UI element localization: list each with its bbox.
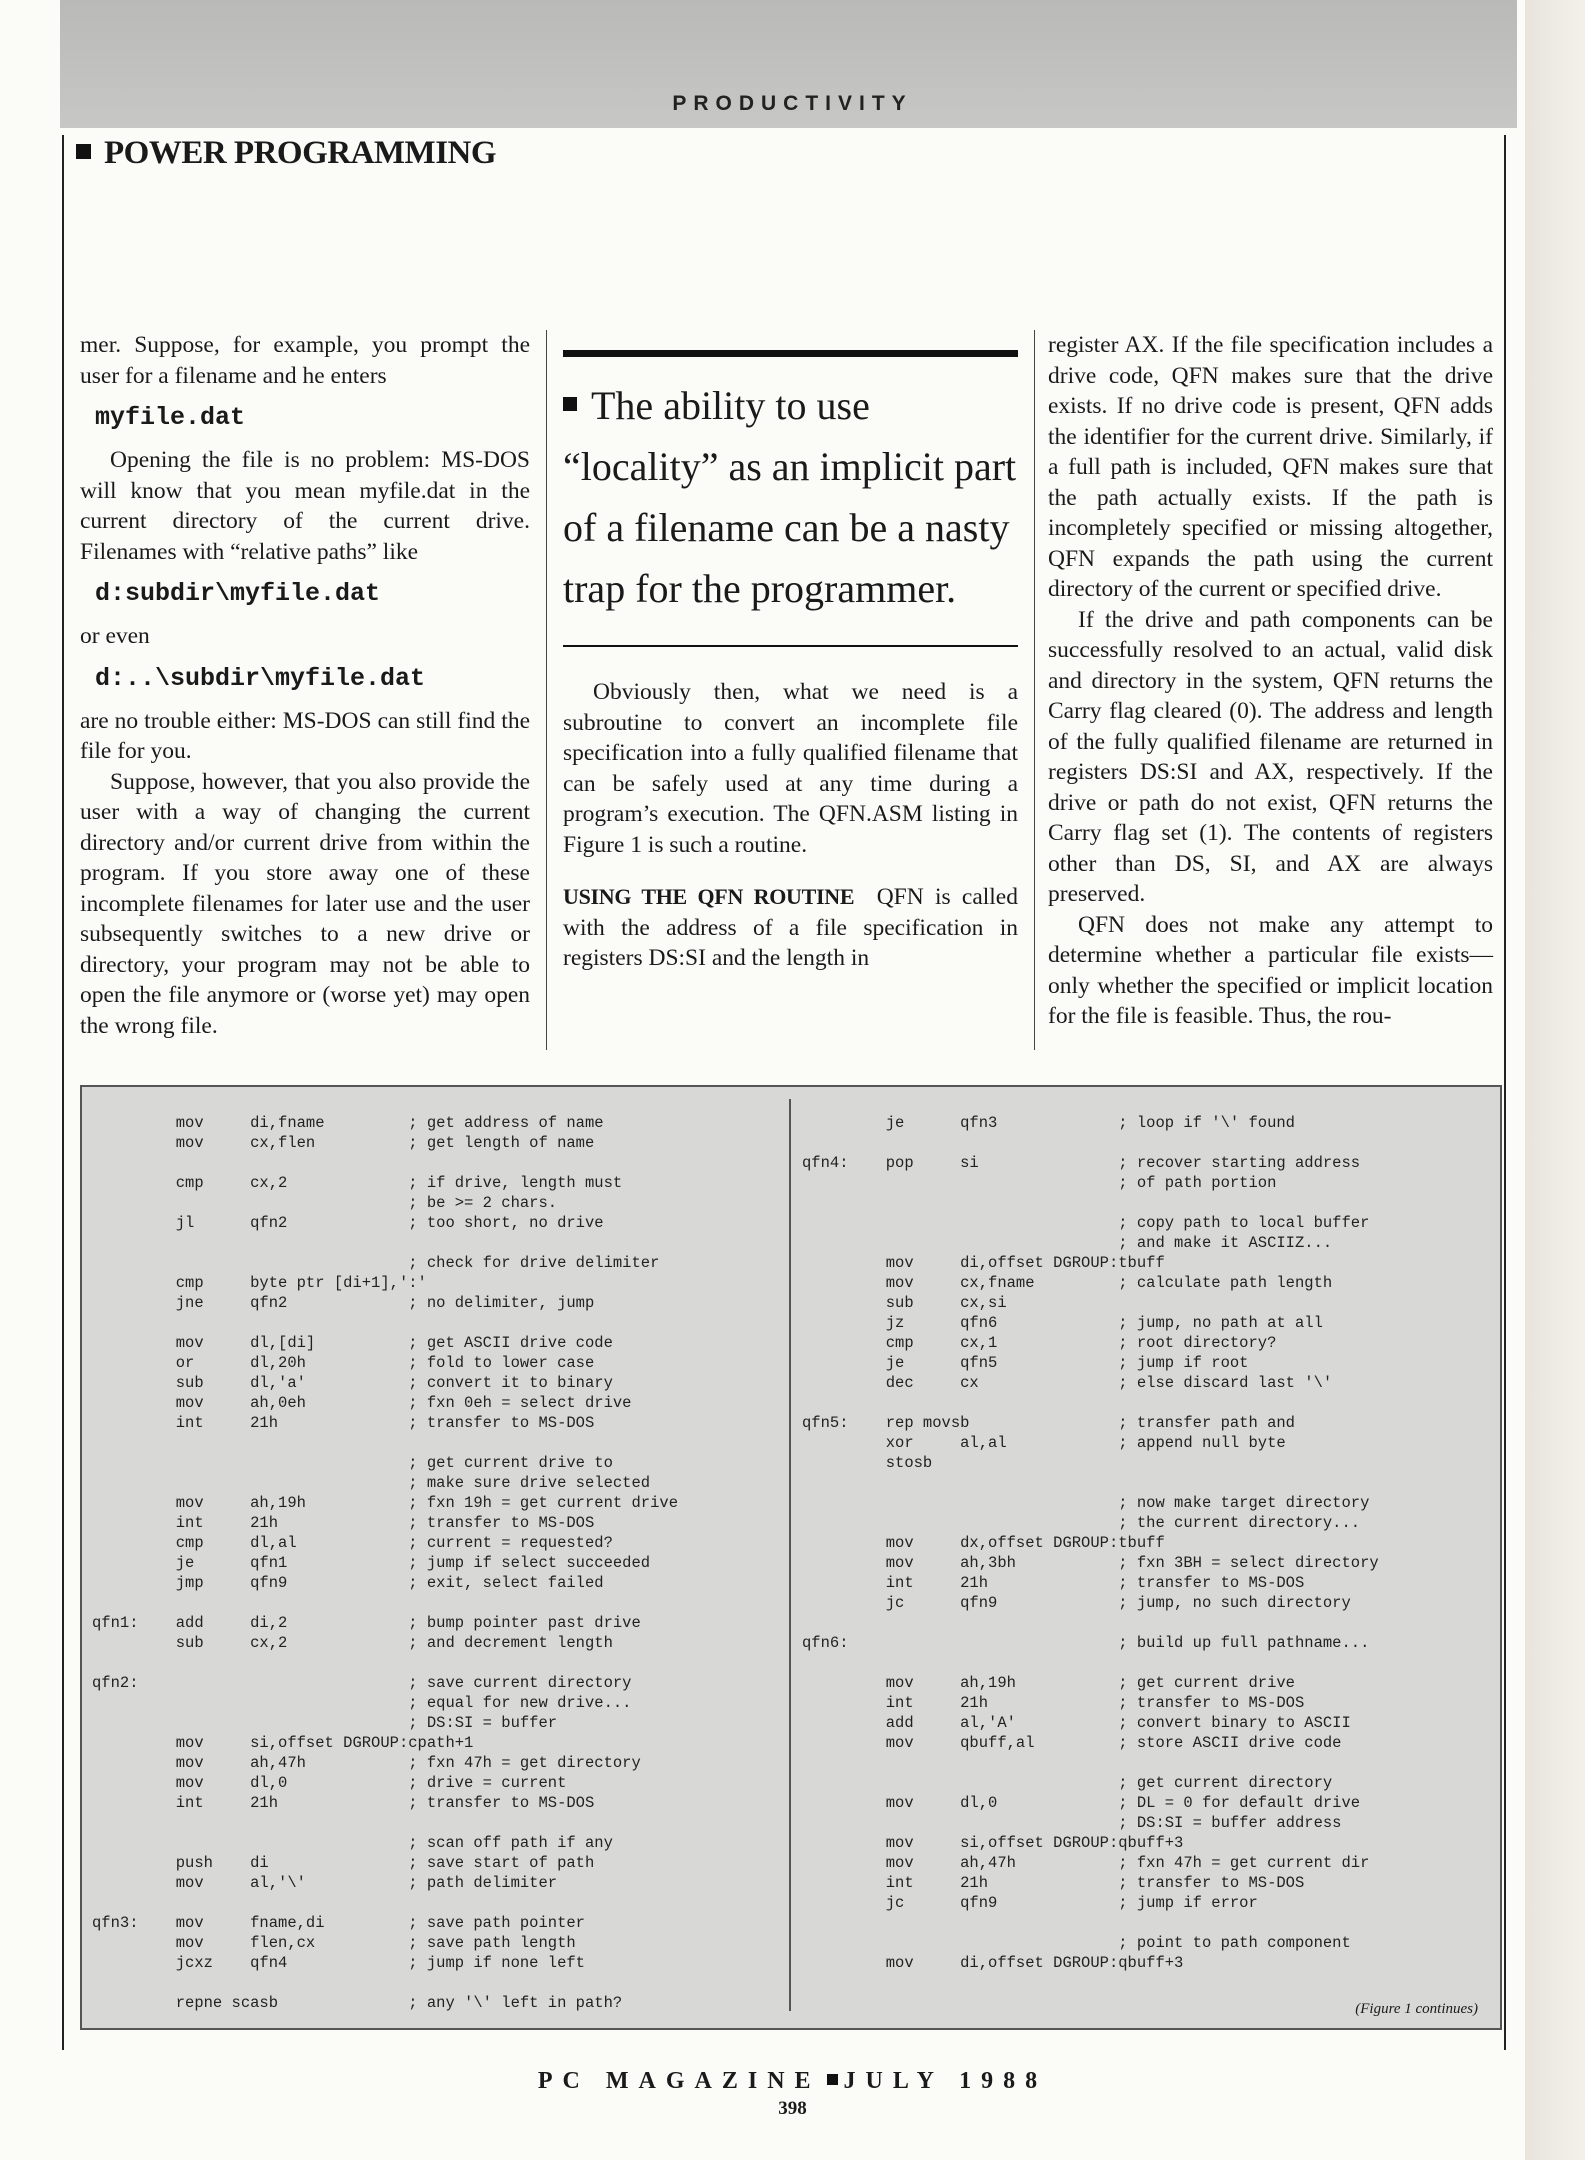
article-column-2	[563, 330, 1018, 974]
paragraph: Suppose, however, that you also provide the user with a way of changing the current directory and/or current drive from within the program. If you store away one of these incomplete filenames for later use and the user subsequently switches to a new drive or directory, your program may not be able to open the file anymore or (worse yet) may open the wrong file.	[80, 768, 530, 1039]
bullet-square-icon	[76, 144, 91, 159]
pullquote-top-rule	[563, 350, 1018, 357]
figure-continues-note: (Figure 1 continues)	[1355, 2001, 1478, 2017]
article-column-1	[80, 330, 530, 1041]
magazine-name: PC MAGAZINE	[537, 2068, 821, 2094]
paragraph	[563, 882, 1018, 974]
department-title	[76, 135, 496, 172]
frame-rule-left	[62, 135, 64, 2050]
paragraph-text: QFN is called with the address of a file specification in registers DS:SI and the length in	[563, 884, 1018, 971]
column-rule	[1034, 330, 1035, 1050]
paragraph: Opening the file is no problem: MS-DOS will know that you mean myfile.dat in the current directory of the current drive. Filenames with “relative paths” like	[80, 447, 530, 565]
paragraph: If the drive and path components can be successfully resolved to an actual, valid disk and directory in the system, QFN returns the Carry flag cleared (0). The address and length of the fully qualified filename are returned in registers DS:SI and AX, respectively. If the drive or path do not exist, QFN returns the Carry flag set (1). The contents of registers other than DS, SI, and AX are always preserved.	[1048, 606, 1493, 907]
paragraph: or even	[80, 623, 150, 649]
code-example: d:..\subdir\myfile.dat	[95, 663, 426, 693]
code-example: myfile.dat	[95, 403, 246, 432]
bullet-square-icon	[563, 397, 577, 411]
pullquote-bottom-rule	[563, 645, 1018, 647]
code-example: d:subdir\myfile.dat	[95, 579, 381, 608]
paragraph: register AX. If the file specification includes a drive code, QFN makes sure that the drive exists. If no drive code is present, QFN adds the identifier for the current drive. Similarly, if a full path is included, QFN makes sure that the path actually exists. If the path is incompletely specified or missing altogether, QFN expands the path using the current directory of the current or specified drive.	[1048, 332, 1493, 602]
paragraph: mer. Suppose, for example, you prompt the user for a filename and he enters	[80, 332, 530, 389]
pull-quote-text: The ability to use “locality” as an implicit part of a filename can be a nasty trap for the programmer.	[563, 383, 1017, 611]
section-label: PRODUCTIVITY	[672, 92, 913, 115]
article-column-3	[1048, 330, 1493, 1032]
issue-date: JULY 1988	[843, 2068, 1048, 2094]
frame-rule-right	[1504, 135, 1506, 2050]
bullet-square-icon	[827, 2074, 838, 2085]
listing-divider	[789, 1099, 791, 2011]
paragraph: Obviously then, what we need is a subroutine to convert an incomplete file specification into a fully qualified filename that can be safely used at any time during a program’s execution. The QFN.ASM listing in Figure 1 is such a routine.	[563, 679, 1018, 858]
page-footer	[0, 2068, 1585, 2095]
paragraph: are no trouble either: MS-DOS can still find the file for you.	[80, 707, 530, 764]
page-number: 398	[778, 2098, 807, 2119]
run-in-head: USING THE QFN ROUTINE	[563, 884, 855, 909]
page-edge	[1525, 0, 1585, 2160]
code-listing-figure	[80, 1085, 1502, 2030]
paragraph: QFN does not make any attempt to determine whether a particular file exists—only whether the specified or implicit location for the file is feasible. Thus, the rou-	[1048, 911, 1493, 1029]
listing-right-column: je qfn3 ; loop if '\' found qfn4: pop si ; recover starting address ; of path portion ; copy path to local buffer ; and make it ASCIIZ... mov di,offset DGROUP:tbuff mov cx,fname ; calculate path length sub cx,si jz qfn6 ; jump, no path at all cmp cx,1 ; root directory? je qfn5 ; jump if root dec cx ; else discard last '\' qfn5: rep movsb ; transfer path and xor al,al ; append null byte stosb ; now make target directory ; the current directory... mov dx,offset DGROUP:tbuff mov ah,3bh ; fxn 3BH = select directory int 21h ; transfer to MS-DOS jc qfn9 ; jump, no such directory qfn6: ; build up full pathname... mov ah,19h ; get current drive int 21h ; transfer to MS-DOS add al,'A' ; convert binary to ASCII mov qbuff,al ; store ASCII drive code ; get current directory mov dl,0 ; DL = 0 for default drive ; DS:SI = buffer address mov si,offset DGROUP:qbuff+3 mov ah,47h ; fxn 47h = get current dir int 21h ; transfer to MS-DOS jc qfn9 ; jump if error ; point to path component mov di,offset DGROUP:qbuff+3	[802, 1114, 1379, 1972]
pull-quote	[563, 375, 1018, 619]
column-rule	[546, 330, 547, 1050]
department-title-text: POWER PROGRAMMING	[104, 135, 497, 171]
listing-left-column: mov di,fname ; get address of name mov cx,flen ; get length of name cmp cx,2 ; if drive, length must ; be >= 2 chars. jl qfn2 ; too short, no drive ; check for drive delimiter cmp byte ptr [di+1],':' jne qfn2 ; no delimiter, jump mov dl,[di] ; get ASCII drive code or dl,20h ; fold to lower case sub dl,'a' ; convert it to binary mov ah,0eh ; fxn 0eh = select drive int 21h ; transfer to MS-DOS ; get current drive to ; make sure drive selected mov ah,19h ; fxn 19h = get current drive int 21h ; transfer to MS-DOS cmp dl,al ; current = requested? je qfn1 ; jump if select succeeded jmp qfn9 ; exit, select failed qfn1: add di,2 ; bump pointer past drive sub cx,2 ; and decrement length qfn2: ; save current directory ; equal for new drive... ; DS:SI = buffer mov si,offset DGROUP:cpath+1 mov ah,47h ; fxn 47h = get directory mov dl,0 ; drive = current int 21h ; transfer to MS-DOS ; scan off path if any push di ; save start of path mov al,'\' ; path delimiter qfn3: mov fname,di ; save path pointer mov flen,cx ; save path length jcxz qfn4 ; jump if none left repne scasb ; any '\' left in path?	[92, 1114, 678, 2012]
